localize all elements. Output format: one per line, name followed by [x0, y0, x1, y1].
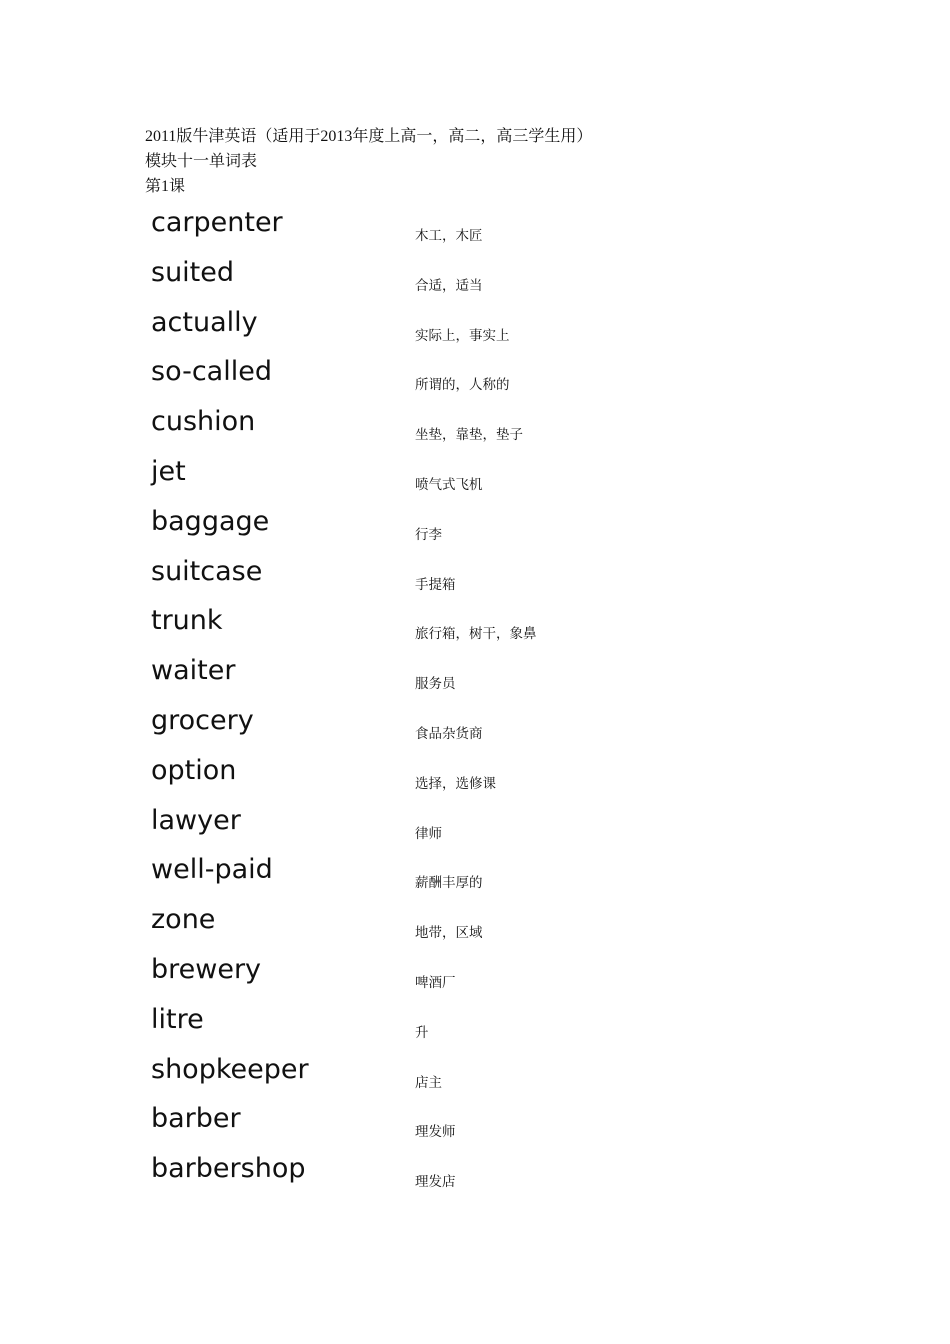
- vocab-entry: [151, 702, 671, 752]
- vocab-entry: [151, 951, 671, 1001]
- vocab-entry: [151, 204, 671, 254]
- document-title: 2011版牛津英语（适用于2013年度上高一，高二，高三学生用）: [145, 128, 593, 145]
- vocab-word: grocery: [151, 704, 254, 736]
- vocab-meaning: 所谓的，人称的: [415, 377, 510, 394]
- vocab-meaning: 旅行箱，树干，象鼻: [415, 626, 537, 643]
- vocab-entry: [151, 901, 671, 951]
- vocab-meaning: 木工，木匠: [415, 228, 483, 244]
- vocab-entry: [151, 851, 671, 901]
- vocab-word: so-called: [151, 356, 272, 388]
- vocab-entry: [151, 602, 671, 652]
- vocab-entry: [151, 553, 671, 603]
- vocab-word: brewery: [151, 953, 262, 985]
- vocab-entry: [151, 1051, 671, 1101]
- vocab-entry: [151, 304, 671, 354]
- vocab-meaning: 升: [415, 1024, 429, 1041]
- vocab-entry: [151, 652, 671, 702]
- vocab-meaning: 啤酒厂: [415, 974, 456, 991]
- vocab-word: barber: [151, 1103, 241, 1135]
- vocab-entry: [151, 1150, 671, 1200]
- vocab-word: barbershop: [151, 1153, 306, 1185]
- vocab-entry: [151, 752, 671, 802]
- vocab-word: jet: [151, 455, 186, 487]
- vocab-word: suited: [151, 256, 235, 288]
- vocab-word: zone: [151, 904, 216, 936]
- vocab-word: shopkeeper: [151, 1053, 309, 1085]
- vocab-word: litre: [151, 1003, 204, 1035]
- vocab-meaning: 喷气式飞机: [415, 476, 483, 493]
- vocab-meaning: 店主: [415, 1074, 442, 1091]
- vocab-entry: [151, 453, 671, 503]
- vocab-meaning: 手提箱: [415, 576, 456, 593]
- vocab-entry: [151, 254, 671, 304]
- vocab-entry: [151, 1100, 671, 1150]
- vocab-entry: [151, 802, 671, 852]
- vocab-entry: [151, 503, 671, 553]
- vocab-entry: [151, 403, 671, 453]
- vocab-meaning: 律师: [415, 825, 442, 842]
- lesson-heading: 第1课: [145, 178, 186, 195]
- vocab-meaning: 理发师: [415, 1124, 456, 1141]
- vocab-word: suitcase: [151, 555, 263, 587]
- vocabulary-list: [151, 204, 671, 1200]
- vocab-word: well-paid: [151, 854, 273, 886]
- vocab-entry: [151, 353, 671, 403]
- vocab-meaning: 实际上，事实上: [415, 327, 510, 344]
- vocab-meaning: 地带，区域: [415, 925, 483, 942]
- vocab-meaning: 薪酬丰厚的: [415, 875, 483, 892]
- vocab-word: cushion: [151, 406, 256, 438]
- vocab-word: waiter: [151, 655, 236, 687]
- vocab-word: option: [151, 754, 237, 786]
- vocab-word: trunk: [151, 605, 223, 637]
- vocab-meaning: 行李: [415, 526, 442, 543]
- vocab-word: baggage: [151, 505, 270, 537]
- vocab-meaning: 合适，适当: [415, 277, 483, 294]
- vocab-word: actually: [151, 306, 258, 338]
- vocab-entry: [151, 1001, 671, 1051]
- document-header: [145, 124, 845, 199]
- vocab-word: lawyer: [151, 804, 241, 836]
- vocab-meaning: 坐垫，靠垫，垫子: [415, 427, 523, 444]
- vocab-meaning: 服务员: [415, 676, 456, 693]
- module-heading: 模块十一单词表: [145, 153, 258, 170]
- vocab-meaning: 理发店: [415, 1174, 456, 1191]
- vocab-meaning: 选择，选修课: [415, 775, 496, 792]
- vocab-word: carpenter: [151, 207, 283, 238]
- vocab-meaning: 食品杂货商: [415, 725, 483, 742]
